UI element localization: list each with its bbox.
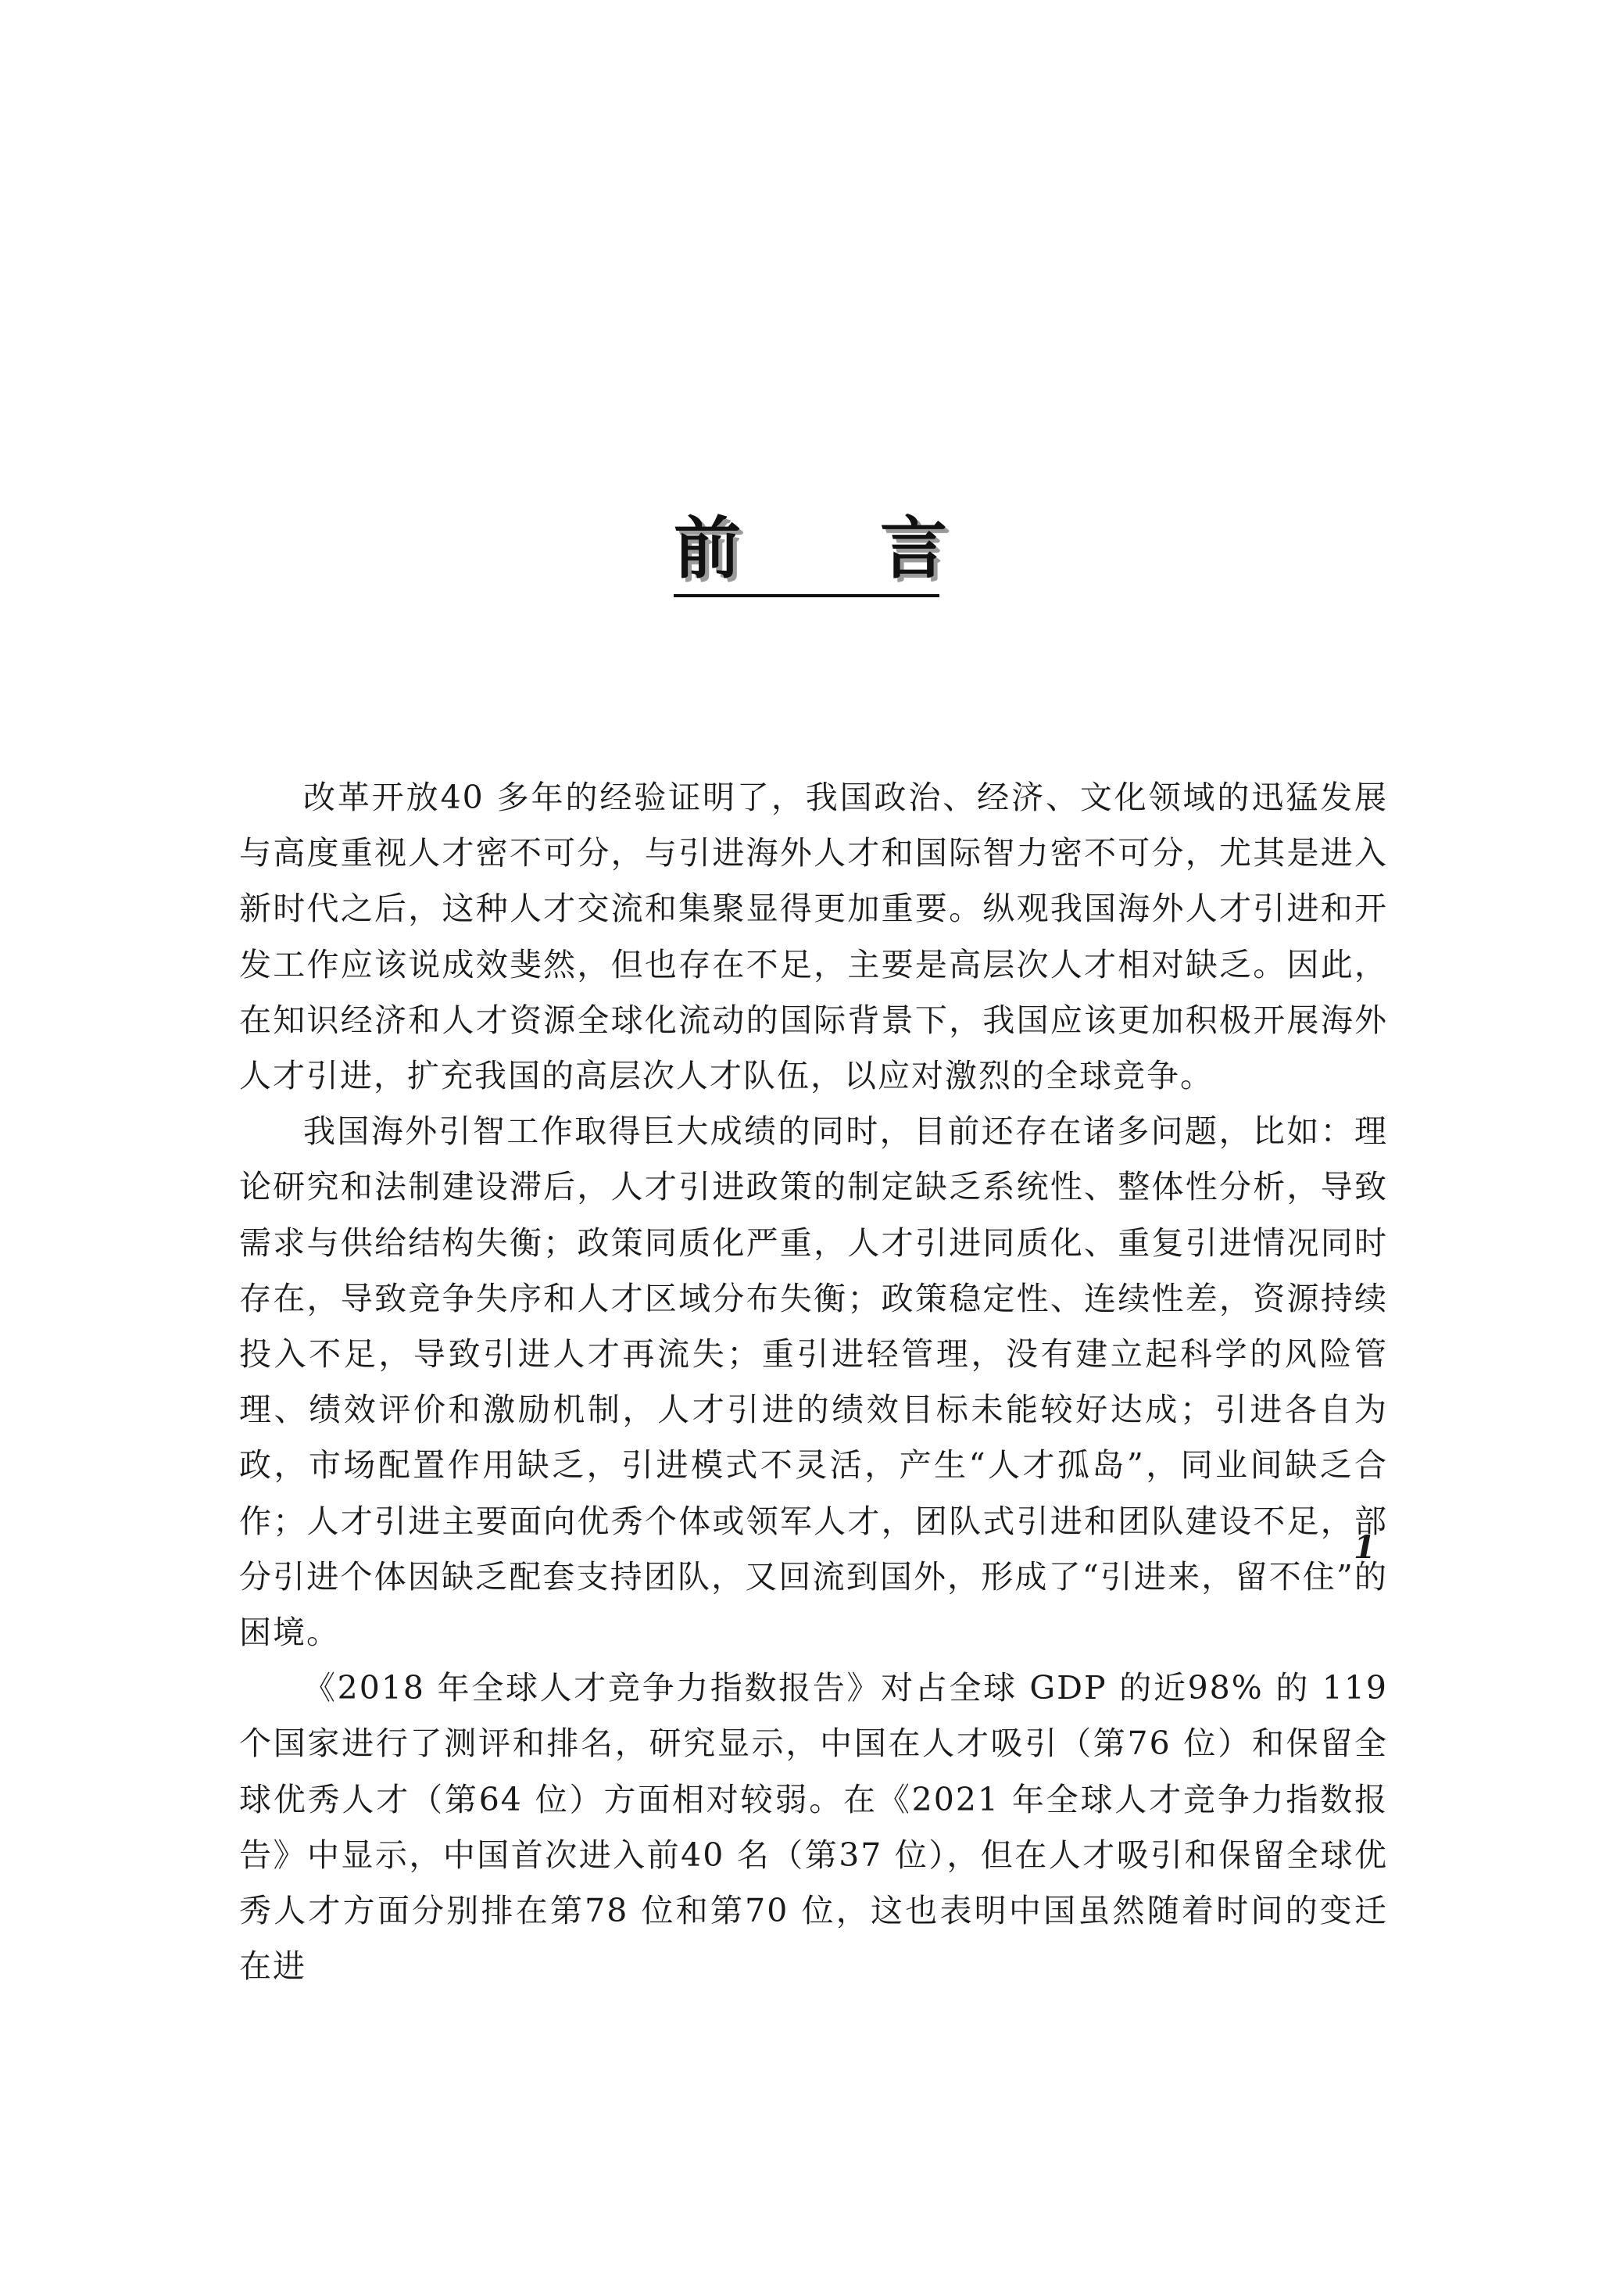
page-number: 1 [1354,1529,1375,1566]
paragraph-2: 我国海外引智工作取得巨大成绩的同时，目前还存在诸多问题，比如：理论研究和法制建设滞后，人才引进政策的制定缺乏系统性、整体性分析，导致需求与供给结构失衡；政策同质化严重，人才引进同质化、重复引进情况同时存在，导致竞争失序和人才区域分布失衡；政策稳定性、连续性差，资源持续投入不足，导致引进人才再流失；重引进轻管理，没有建立起科学的风险管理、绩效评价和激励机制，人才引进的绩效目标未能较好达成；引进各自为政，市场配置作用缺乏，引进模式不灵活，产生“人才孤岛”，同业间缺乏合作；人才引进主要面向优秀个体或领军人才，团队式引进和团队建设不足，部分引进个体因缺乏配套支持团队，又回流到国外，形成了“引进来，留不住”的困境。 [239,1112,1388,1652]
title-underline [674,594,939,597]
paragraph-1: 改革开放40 多年的经验证明了，我国政治、经济、文化领域的迅猛发展与高度重视人才密不可分，与引进海外人才和国际智力密不可分，尤其是进入新时代之后，这种人才交流和集聚显得更加重要。纵观我国海外人才引进和开发工作应该说成效斐然，但也存在不足，主要是高层次人才相对缺乏。因此，在知识经济和人才资源全球化流动的国际背景下，我国应该更加积极开展海外人才引进，扩充我国的高层次人才队伍，以应对激烈的全球竞争。 [239,779,1388,1095]
body-text [239,770,1388,1994]
page-title [674,510,947,604]
title-char-1: 前 [674,510,741,588]
title-char-2: 言 [880,510,947,588]
paragraph-3: 《2018 年全球人才竞争力指数报告》对占全球 GDP 的近98% 的 119 个国家进行了测评和排名，研究显示，中国在人才吸引（第76 位）和保留全球优秀人才（第64 位）方面相对较弱。在《2021 年全球人才竞争力指数报告》中显示，中国首次进入前40 名（第37 位），但在人才吸引和保留全球优秀人才方面分别排在第78 位和第70 位，这也表明中国虽然随着时间的变迁在进 [239,1669,1388,1986]
